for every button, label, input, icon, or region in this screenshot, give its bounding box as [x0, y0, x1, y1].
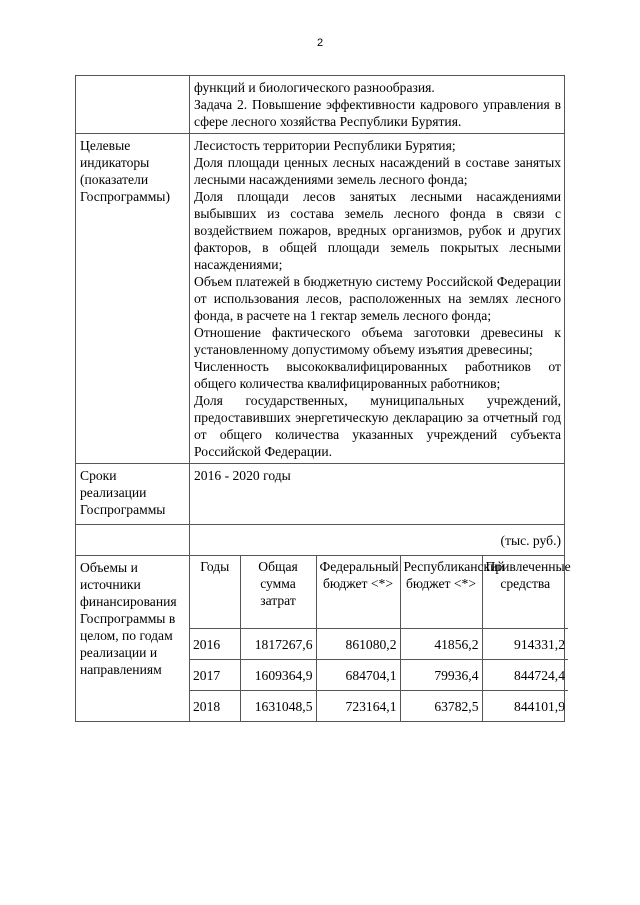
cell-total: 1609364,9: [240, 660, 316, 691]
cell-attracted: 844101,9: [482, 691, 568, 722]
table-row: [190, 629, 568, 660]
cell-federal: 861080,2: [316, 629, 400, 660]
financing-table-cell: [190, 556, 571, 722]
header-attracted: Привлеченные средства: [482, 556, 568, 629]
unit-row: [76, 525, 565, 556]
cell-republic: 41856,2: [400, 629, 482, 660]
program-passport-table: [75, 75, 571, 722]
cell-total: 1817267,6: [240, 629, 316, 660]
indicator-item: Отношение фактического объема заготовки древесины к установленному допустимому объему изъятия древесины;: [194, 325, 561, 357]
cell-federal: 723164,1: [316, 691, 400, 722]
tasks-label: [76, 76, 190, 134]
page-number: 2: [316, 37, 324, 49]
unit-row-empty: [76, 525, 190, 556]
financing-table: [190, 556, 571, 721]
table-row: [190, 660, 568, 691]
indicator-item: Доля площади лесов занятых лесными насаждениями выбывших из состава земель лесного фонда в связи с воздействием пожаров, вредных организмов, рубок и других факторов, в общей площади земель покрытых лесными насаждениями;: [194, 189, 561, 272]
cell-year: 2016: [190, 629, 240, 660]
indicator-item: Доля площади ценных лесных насаждений в составе занятых лесными насаждениями земель лесного фонда;: [194, 155, 561, 187]
cell-total: 1631048,5: [240, 691, 316, 722]
indicators-row: [76, 134, 565, 464]
cell-attracted: 914331,2: [482, 629, 568, 660]
table-row: [190, 691, 568, 722]
cell-year: 2017: [190, 660, 240, 691]
indicator-item: Численность высококвалифицированных работников от общего количества квалифицированных работников;: [194, 359, 561, 391]
terms-row: [76, 464, 565, 525]
tasks-value: [190, 76, 565, 134]
header-federal: Федеральный бюджет <*>: [316, 556, 400, 629]
indicator-item: Лесистость территории Республики Бурятия;: [194, 138, 456, 153]
indicator-item: Объем платежей в бюджетную систему Российской Федерации от использования лесов, расположенных на землях лесного фонда, в расчете на 1 гектар земель лесного фонда;: [194, 274, 561, 323]
cell-year: 2018: [190, 691, 240, 722]
cell-republic: 63782,5: [400, 691, 482, 722]
terms-value: 2016 - 2020 годы: [190, 464, 565, 525]
tasks-row: [76, 76, 565, 134]
financing-row: [76, 556, 565, 722]
header-years: Годы: [190, 556, 240, 629]
task-line: Задача 2. Повышение эффективности кадрового управления в сфере лесного хозяйства Республики Бурятия.: [194, 97, 561, 129]
task-line: функций и биологического разнообразия.: [194, 80, 435, 95]
cell-attracted: 844724,4: [482, 660, 568, 691]
indicators-label: Целевые индикаторы (показатели Госпрограммы): [76, 134, 190, 464]
terms-label: Сроки реализации Госпрограммы: [76, 464, 190, 525]
cell-federal: 684704,1: [316, 660, 400, 691]
financing-label: Объемы и источники финансирования Госпрограммы в целом, по годам реализации и направлениям: [76, 556, 190, 722]
header-republic: Республиканский бюджет <*>: [400, 556, 482, 629]
header-total: Общая сумма затрат: [240, 556, 316, 629]
indicator-item: Доля государственных, муниципальных учреждений, предоставивших энергетическую декларацию за отчетный год от общего количества указанных учреждений субъекта Российской Федерации.: [194, 393, 561, 459]
indicators-value: [190, 134, 565, 464]
unit-note: (тыс. руб.): [190, 525, 565, 556]
cell-republic: 79936,4: [400, 660, 482, 691]
financing-header-row: [190, 556, 568, 629]
